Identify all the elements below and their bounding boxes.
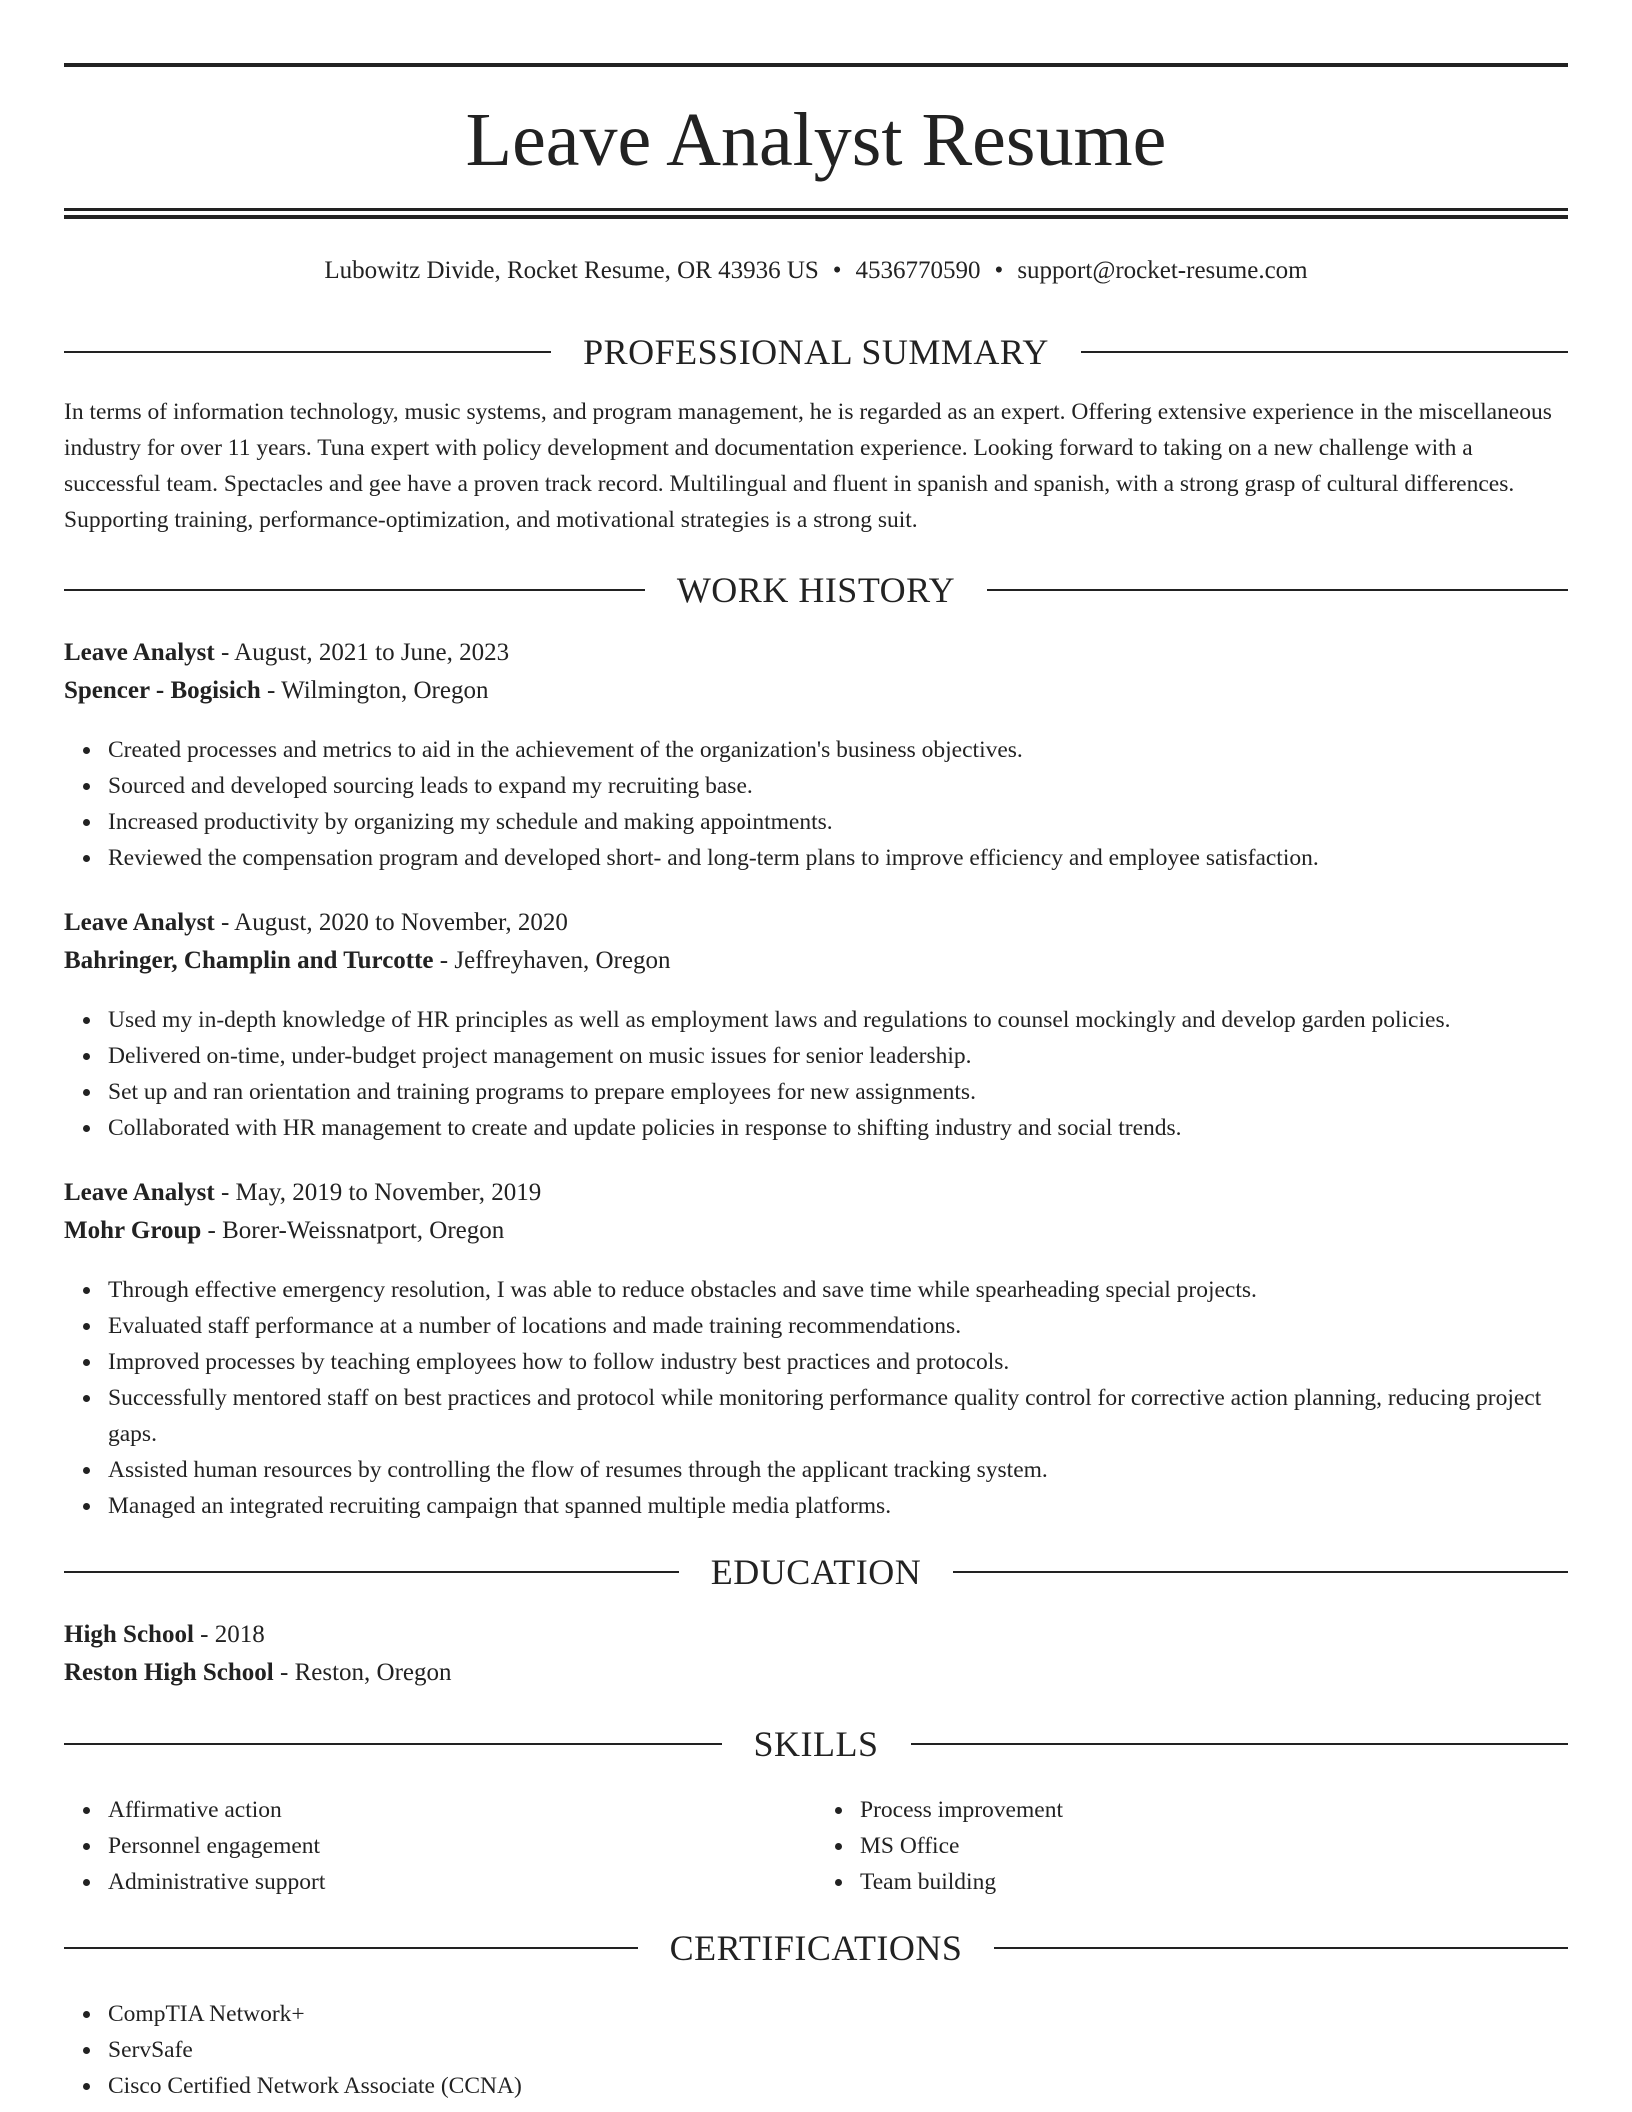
job-entry: [64, 634, 1568, 710]
list-item: Successfully mentored staff on best practices and protocol while monitoring performance quality control for corrective action planning, reducing project gaps.: [108, 1380, 1568, 1452]
section-rule: [64, 589, 645, 591]
list-item: Process improvement: [860, 1792, 1568, 1828]
list-item: Through effective emergency resolution, I was able to reduce obstacles and save time while spearheading special projects.: [108, 1272, 1568, 1308]
job-title-line: [64, 634, 1568, 672]
job-company-line: [64, 672, 1568, 710]
education-entry: [64, 1616, 1568, 1692]
list-item: Used my in-depth knowledge of HR principles as well as employment laws and regulations to counsel mockingly and develop garden policies.: [108, 1002, 1568, 1038]
job-location: - Borer-Weissnatport, Oregon: [201, 1217, 505, 1244]
education-school-line: [64, 1654, 1568, 1692]
section-rule: [911, 1743, 1569, 1745]
skills-columns: [64, 1792, 1568, 1900]
list-item: Delivered on-time, under-budget project management on music issues for senior leadership.: [108, 1038, 1568, 1074]
job-bullets: [64, 1272, 1568, 1524]
list-item: Managed an integrated recruiting campaign that spanned multiple media platforms.: [108, 1488, 1568, 1524]
section-title-summary: PROFESSIONAL SUMMARY: [583, 332, 1049, 372]
list-item: Set up and ran orientation and training programs to prepare employees for new assignments.: [108, 1074, 1568, 1110]
section-title-skills: SKILLS: [753, 1724, 879, 1764]
list-item: Administrative support: [108, 1864, 816, 1900]
education-location: - Reston, Oregon: [273, 1659, 452, 1686]
job-location: - Jeffreyhaven, Oregon: [433, 947, 671, 974]
section-title-work-history: WORK HISTORY: [676, 570, 956, 610]
list-item: Created processes and metrics to aid in the achievement of the organization's business objectives.: [108, 732, 1568, 768]
section-title-certifications: CERTIFICATIONS: [669, 1928, 963, 1968]
job-company: Bahringer, Champlin and Turcotte: [64, 947, 434, 974]
job-bullets: [64, 732, 1568, 876]
contact-address: Lubowitz Divide, Rocket Resume, OR 43936 US: [324, 257, 819, 284]
job-dates: - May, 2019 to November, 2019: [214, 1179, 542, 1206]
list-item: Improved processes by teaching employees how to follow industry best practices and protocols.: [108, 1344, 1568, 1380]
job-title-line: [64, 1174, 1568, 1212]
section-header-skills: [64, 1722, 1568, 1766]
contact-phone: 4536770590: [855, 257, 981, 284]
job-company-line: [64, 1212, 1568, 1250]
list-item: Increased productivity by organizing my schedule and making appointments.: [108, 804, 1568, 840]
job-company-line: [64, 942, 1568, 980]
title-double-rule: [64, 208, 1568, 219]
list-item: Sourced and developed sourcing leads to expand my recruiting base.: [108, 768, 1568, 804]
list-item: Assisted human resources by controlling the flow of resumes through the applicant tracking system.: [108, 1452, 1568, 1488]
contact-line: [64, 254, 1568, 288]
education-degree-line: [64, 1616, 1568, 1654]
section-title-education: EDUCATION: [710, 1552, 922, 1592]
job-role: Leave Analyst: [64, 1179, 215, 1206]
section-rule: [987, 589, 1568, 591]
list-item: CompTIA Network+: [108, 1996, 1568, 2032]
section-rule: [64, 351, 551, 353]
list-item: Collaborated with HR management to create and update policies in response to shifting industry and social trends.: [108, 1110, 1568, 1146]
section-header-certifications: [64, 1926, 1568, 1970]
job-bullets: [64, 1002, 1568, 1146]
job-role: Leave Analyst: [64, 639, 215, 666]
contact-separator: •: [994, 257, 1004, 284]
job-company: Spencer - Bogisich: [64, 677, 261, 704]
section-header-education: [64, 1550, 1568, 1594]
contact-email[interactable]: support@rocket-resume.com: [1017, 257, 1308, 284]
job-dates: - August, 2021 to June, 2023: [214, 639, 510, 666]
education-school: Reston High School: [64, 1659, 274, 1686]
job-entry: [64, 904, 1568, 980]
section-rule: [1081, 351, 1568, 353]
list-item: Personnel engagement: [108, 1828, 816, 1864]
resume-title: Leave Analyst Resume: [465, 98, 1167, 182]
list-item: ServSafe: [108, 2032, 1568, 2068]
job-entry: [64, 1174, 1568, 1250]
list-item: Cisco Certified Network Associate (CCNA): [108, 2068, 1568, 2104]
list-item: Evaluated staff performance at a number of locations and made training recommendations.: [108, 1308, 1568, 1344]
education-degree: High School: [64, 1621, 194, 1648]
section-rule: [64, 1571, 679, 1573]
section-header-work-history: [64, 568, 1568, 612]
skills-list-left: [64, 1792, 816, 1900]
job-title-line: [64, 904, 1568, 942]
skills-list-right: [816, 1792, 1568, 1900]
education-year: - 2018: [193, 1621, 265, 1648]
list-item: Affirmative action: [108, 1792, 816, 1828]
job-location: - Wilmington, Oregon: [260, 677, 489, 704]
contact-separator: •: [832, 257, 842, 284]
section-header-summary: [64, 330, 1568, 374]
job-company: Mohr Group: [64, 1217, 202, 1244]
certifications-list: [64, 1996, 1568, 2104]
top-rule: [64, 63, 1568, 67]
summary-text: In terms of information technology, music systems, and program management, he is regarded as an expert. Offering extensive experience in the miscellaneous industry for over 11 years. Tuna expert with policy development and documentation experience. Looking forward to taking on a new challenge with a successful team. Spectacles and gee have a proven track record. Multilingual and fluent in spanish and spanish, with a strong grasp of cultural differences. Supporting training, performance-optimization, and motivational strategies is a strong suit.: [64, 399, 1552, 533]
job-dates: - August, 2020 to November, 2020: [214, 909, 568, 936]
section-rule: [64, 1947, 638, 1949]
list-item: Team building: [860, 1864, 1568, 1900]
list-item: Reviewed the compensation program and developed short- and long-term plans to improve efficiency and employee satisfaction.: [108, 840, 1568, 876]
job-role: Leave Analyst: [64, 909, 215, 936]
list-item: MS Office: [860, 1828, 1568, 1864]
section-rule: [994, 1947, 1568, 1949]
section-rule: [953, 1571, 1568, 1573]
section-rule: [64, 1743, 722, 1745]
